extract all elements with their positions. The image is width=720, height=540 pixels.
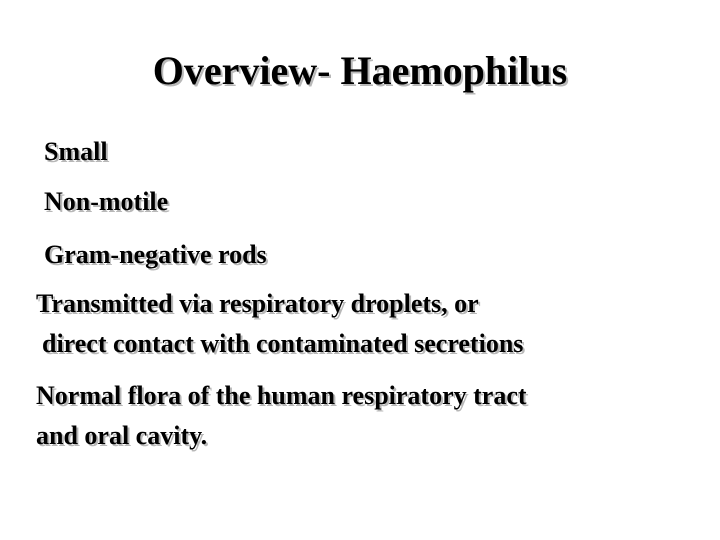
bullet-transmission-line-2: direct contact with contaminated secretions (42, 329, 524, 358)
bullet-non-motile: Non-motile (44, 187, 169, 216)
bullet-gram-negative: Gram-negative rods (44, 240, 267, 269)
bullet-small: Small (44, 137, 108, 166)
slide-title: Overview- Haemophilus (152, 48, 568, 93)
bullet-normal-flora-line-1: Normal flora of the human respiratory tract (36, 381, 527, 410)
bullet-transmission-line-1: Transmitted via respiratory droplets, or (36, 289, 479, 318)
bullet-normal-flora-line-2: and oral cavity. (36, 421, 208, 450)
